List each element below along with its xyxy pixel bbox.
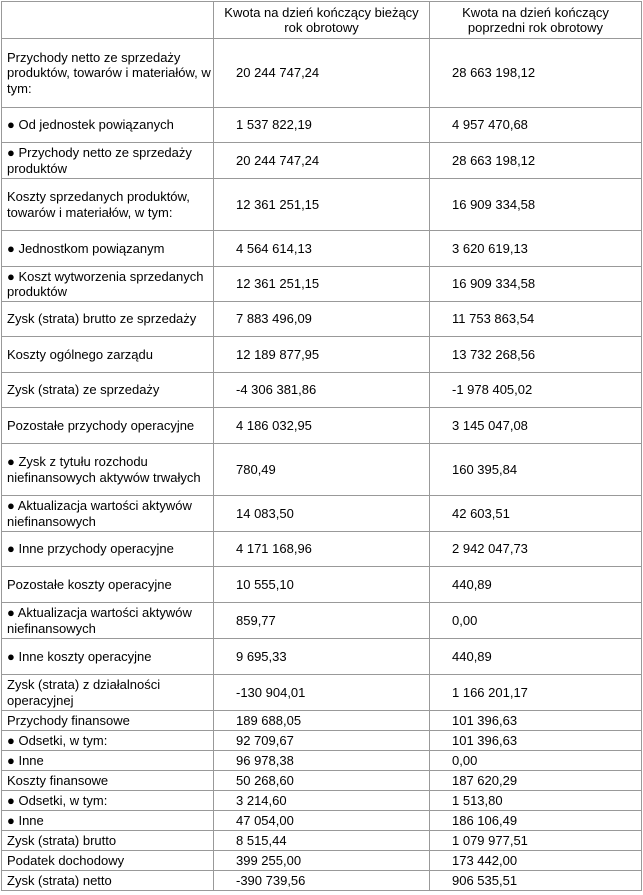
table-row	[2, 39, 642, 108]
row-value-previous: 3 145 047,08	[430, 408, 642, 444]
row-value-previous: 101 396,63	[430, 731, 642, 751]
header-label-column	[2, 2, 214, 39]
table-row	[2, 731, 642, 751]
row-value-current: 12 361 251,15	[214, 179, 430, 231]
table-row	[2, 267, 642, 302]
row-label: ● Aktualizacja wartości aktywów niefinansowych	[2, 496, 214, 532]
row-value-current: 859,77	[214, 603, 430, 639]
row-value-current: 20 244 747,24	[214, 39, 430, 108]
row-label: Pozostałe koszty operacyjne	[2, 567, 214, 603]
table-row	[2, 179, 642, 231]
table-row	[2, 143, 642, 179]
row-label: ● Zysk z tytułu rozchodu niefinansowych aktywów trwałych	[2, 444, 214, 496]
row-label: ● Od jednostek powiązanych	[2, 108, 214, 143]
table-row	[2, 851, 642, 871]
row-value-current: 12 189 877,95	[214, 337, 430, 373]
row-label: ● Inne	[2, 811, 214, 831]
row-label: Zysk (strata) brutto ze sprzedaży	[2, 302, 214, 337]
row-value-current: 780,49	[214, 444, 430, 496]
row-value-previous: 4 957 470,68	[430, 108, 642, 143]
row-value-previous: 173 442,00	[430, 851, 642, 871]
table-row	[2, 771, 642, 791]
row-value-previous: 2 942 047,73	[430, 532, 642, 567]
table-row	[2, 675, 642, 711]
row-label: Podatek dochodowy	[2, 851, 214, 871]
row-value-previous: 28 663 198,12	[430, 143, 642, 179]
row-value-current: 4 186 032,95	[214, 408, 430, 444]
table-row	[2, 811, 642, 831]
row-label: ● Odsetki, w tym:	[2, 731, 214, 751]
row-label: Zysk (strata) ze sprzedaży	[2, 373, 214, 408]
table-row	[2, 639, 642, 675]
row-value-current: 4 564 614,13	[214, 231, 430, 267]
row-label: Zysk (strata) z działalności operacyjnej	[2, 675, 214, 711]
row-label: ● Inne przychody operacyjne	[2, 532, 214, 567]
row-label: Zysk (strata) brutto	[2, 831, 214, 851]
row-label: ● Inne	[2, 751, 214, 771]
row-label: ● Koszt wytworzenia sprzedanych produktów	[2, 267, 214, 302]
row-value-previous: 440,89	[430, 567, 642, 603]
row-value-previous: 1 166 201,17	[430, 675, 642, 711]
row-value-previous: 101 396,63	[430, 711, 642, 731]
row-label: ● Aktualizacja wartości aktywów niefinansowych	[2, 603, 214, 639]
table-row	[2, 831, 642, 851]
row-label: ● Jednostkom powiązanym	[2, 231, 214, 267]
table-row	[2, 532, 642, 567]
row-value-current: -390 739,56	[214, 871, 430, 891]
row-value-current: 50 268,60	[214, 771, 430, 791]
row-label: ● Inne koszty operacyjne	[2, 639, 214, 675]
row-value-current: 12 361 251,15	[214, 267, 430, 302]
row-label: Pozostałe przychody operacyjne	[2, 408, 214, 444]
row-value-previous: 0,00	[430, 751, 642, 771]
table-row	[2, 496, 642, 532]
row-value-current: 1 537 822,19	[214, 108, 430, 143]
financial-table	[1, 1, 642, 891]
table-row	[2, 791, 642, 811]
row-value-previous: 1 513,80	[430, 791, 642, 811]
row-value-current: 20 244 747,24	[214, 143, 430, 179]
row-value-current: 189 688,05	[214, 711, 430, 731]
row-value-current: 8 515,44	[214, 831, 430, 851]
row-label: Przychody netto ze sprzedaży produktów, towarów i materiałów, w tym:	[2, 39, 214, 108]
table-row	[2, 751, 642, 771]
row-value-previous: 11 753 863,54	[430, 302, 642, 337]
header-row	[2, 2, 642, 39]
row-value-current: 96 978,38	[214, 751, 430, 771]
table-row	[2, 408, 642, 444]
row-value-current: 3 214,60	[214, 791, 430, 811]
row-value-current: 4 171 168,96	[214, 532, 430, 567]
row-value-previous: 3 620 619,13	[430, 231, 642, 267]
row-value-previous: 440,89	[430, 639, 642, 675]
table-row	[2, 567, 642, 603]
row-value-previous: 0,00	[430, 603, 642, 639]
table-row	[2, 108, 642, 143]
row-value-previous: 1 079 977,51	[430, 831, 642, 851]
row-value-current: 399 255,00	[214, 851, 430, 871]
row-label: Koszty finansowe	[2, 771, 214, 791]
row-value-previous: 16 909 334,58	[430, 267, 642, 302]
row-value-current: 92 709,67	[214, 731, 430, 751]
table-row	[2, 337, 642, 373]
row-label: Zysk (strata) netto	[2, 871, 214, 891]
row-value-previous: 16 909 334,58	[430, 179, 642, 231]
row-label: ● Przychody netto ze sprzedaży produktów	[2, 143, 214, 179]
row-label: Przychody finansowe	[2, 711, 214, 731]
table-row	[2, 711, 642, 731]
table-row	[2, 444, 642, 496]
table-row	[2, 302, 642, 337]
row-label: Koszty ogólnego zarządu	[2, 337, 214, 373]
row-value-previous: 42 603,51	[430, 496, 642, 532]
row-value-previous: 13 732 268,56	[430, 337, 642, 373]
table-row	[2, 871, 642, 891]
row-label: Koszty sprzedanych produktów, towarów i materiałów, w tym:	[2, 179, 214, 231]
table-row	[2, 373, 642, 408]
row-value-previous: 186 106,49	[430, 811, 642, 831]
header-previous-year: Kwota na dzień kończący poprzedni rok obrotowy	[430, 2, 642, 39]
row-value-previous: 187 620,29	[430, 771, 642, 791]
row-value-current: 10 555,10	[214, 567, 430, 603]
row-value-previous: 160 395,84	[430, 444, 642, 496]
row-value-current: 9 695,33	[214, 639, 430, 675]
row-label: ● Odsetki, w tym:	[2, 791, 214, 811]
row-value-previous: 906 535,51	[430, 871, 642, 891]
row-value-previous: 28 663 198,12	[430, 39, 642, 108]
table-header	[2, 2, 642, 39]
row-value-current: 7 883 496,09	[214, 302, 430, 337]
table-row	[2, 603, 642, 639]
row-value-current: -130 904,01	[214, 675, 430, 711]
row-value-current: 47 054,00	[214, 811, 430, 831]
row-value-current: 14 083,50	[214, 496, 430, 532]
table-row	[2, 231, 642, 267]
table-body	[2, 39, 642, 891]
row-value-current: -4 306 381,86	[214, 373, 430, 408]
header-current-year: Kwota na dzień kończący bieżący rok obrotowy	[214, 2, 430, 39]
row-value-previous: -1 978 405,02	[430, 373, 642, 408]
